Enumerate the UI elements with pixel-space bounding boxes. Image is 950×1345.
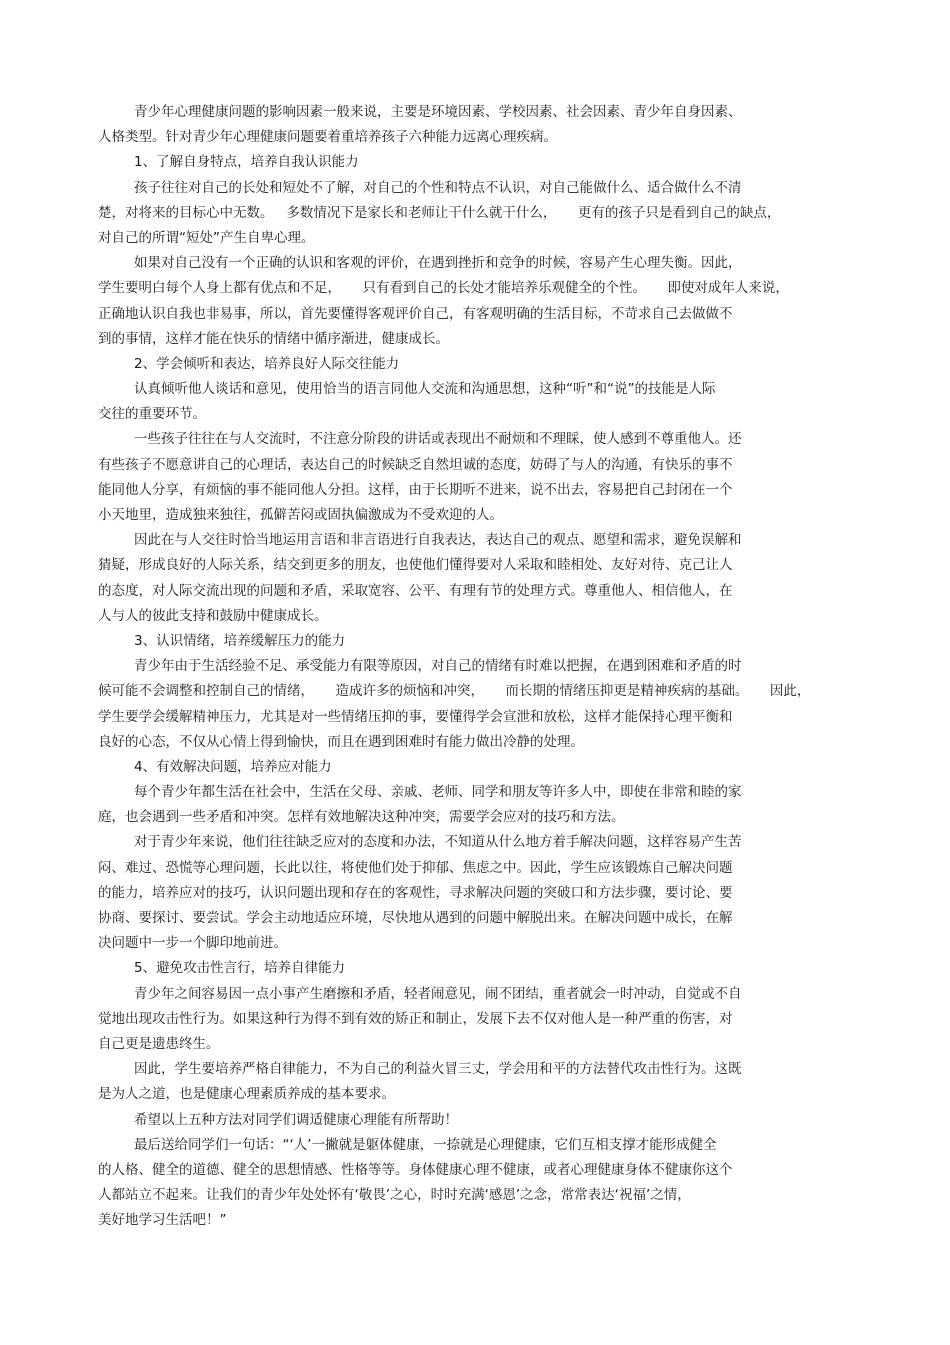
paragraph-line: 认真倾听他人谈话和意见，使用恰当的语言同他人交流和沟通思想，这种“听”和“说”的技能是人际 bbox=[134, 381, 716, 398]
closing-quote-line: 美好地学习生活吧！” bbox=[98, 1212, 227, 1229]
intro-paragraph-line: 人格类型。针对青少年心理健康问题要着重培养孩子六种能力远离心理疾病。 bbox=[98, 129, 557, 146]
paragraph-line: 到的事情，这样才能在快乐的情绪中循序渐进，健康成长。 bbox=[98, 330, 449, 347]
paragraph-line: 青少年由于生活经验不足、承受能力有限等原因，对自己的情绪有时难以把握，在遇到困难和矛盾的时 bbox=[134, 658, 742, 675]
paragraph-line: 自己更是遗患终生。 bbox=[98, 1035, 220, 1052]
paragraph-line: 候可能不会调整和控制自己的情绪， 造成许多的烦恼和冲突， 而长期的情绪压抑更是精神疾病的基础。 因此， bbox=[98, 683, 811, 700]
article-body bbox=[98, 100, 868, 1233]
paragraph-line: 正确地认识自我也非易事，所以，首先要懂得客观评价自己，有客观明确的生活目标，不苛求自己去做做不 bbox=[98, 305, 733, 322]
paragraph-line: 学生要明白每个人身上都有优点和不足， 只有看到自己的长处才能培养乐观健全的个性。 即使对成年人来说， bbox=[98, 280, 789, 297]
paragraph-line: 的态度，对人际交流出现的问题和矛盾，采取宽容、公平、有理有节的处理方式。尊重他人、相信他人，在 bbox=[98, 582, 733, 599]
paragraph-line: 青少年之间容易因一点小事产生磨擦和矛盾，轻者闹意见，闹不团结，重者就会一时冲动，自觉或不自 bbox=[134, 985, 742, 1002]
paragraph-line: 的能力，培养应对的技巧，认识问题出现和存在的客观性，寻求解决问题的突破口和方法步骤，要讨论、要 bbox=[98, 884, 733, 901]
section-2-heading: 2、学会倾听和表达，培养良好人际交往能力 bbox=[134, 355, 400, 372]
paragraph-line: 有些孩子不愿意讲自己的心理话，表达自己的时候缺乏自然坦诚的态度，妨碍了与人的沟通，有快乐的事不 bbox=[98, 456, 733, 473]
paragraph-line: 每个青少年都生活在社会中，生活在父母、亲戚、老师、同学和朋友等许多人中，即使在非常和睦的家 bbox=[134, 784, 742, 801]
paragraph-line: 交往的重要环节。 bbox=[98, 406, 206, 423]
paragraph-line: 孩子往往对自己的长处和短处不了解，对自己的个性和特点不认识，对自己能做什么、适合做什么不清 bbox=[134, 179, 742, 196]
paragraph-line: 一些孩子往往在与人交流时，不注意分阶段的讲话或表现出不耐烦和不理睬，使人感到不尊重他人。还 bbox=[134, 431, 742, 448]
paragraph-line: 良好的心态，不仅从心情上得到愉快，而且在遇到困难时有能力做出冷静的处理。 bbox=[98, 733, 584, 750]
closing-quote-line: 的人格、健全的道德、健全的思想情感、性格等等。身体健康心理不健康，或者心理健康身体不健康你这个 bbox=[98, 1161, 733, 1178]
section-3-heading: 3、认识情绪，培养缓解压力的能力 bbox=[134, 632, 346, 649]
paragraph-line: 觉地出现攻击性行为。如果这种行为得不到有效的矫正和制止，发展下去不仅对他人是一种严重的伤害，对 bbox=[98, 1010, 733, 1027]
paragraph-line: 决问题中一步一个脚印地前进。 bbox=[98, 935, 287, 952]
paragraph-line: 学生要学会缓解精神压力，尤其是对一些情绪压抑的事，要懂得学会宣泄和放松，这样才能保持心理平衡和 bbox=[98, 708, 733, 725]
paragraph-line: 如果对自己没有一个正确的认识和客观的评价，在遇到挫折和竞争的时候，容易产生心理失衡。因此， bbox=[134, 255, 742, 272]
paragraph-line: 协商、要探讨、要尝试。学会主动地适应环境，尽快地从遇到的问题中解脱出来。在解决问题中成长，在解 bbox=[98, 910, 733, 926]
paragraph-line: 庭，也会遇到一些矛盾和冲突。怎样有效地解决这种冲突，需要学会应对的技巧和方法。 bbox=[98, 809, 625, 826]
paragraph-line: 闷、难过、恐慌等心理问题，长此以往，将使他们处于抑郁、焦虑之中。因此，学生应该锻炼自己解决问题 bbox=[98, 859, 733, 876]
paragraph-line: 因此，学生要培养严格自律能力，不为自己的利益火冒三丈，学会用和平的方法替代攻击性行为。这既 bbox=[134, 1061, 742, 1078]
section-5-heading: 5、避免攻击性言行，培养自律能力 bbox=[134, 960, 346, 977]
paragraph-line: 对自己的所谓“短处”产生自卑心理。 bbox=[98, 229, 315, 246]
intro-paragraph-line: 青少年心理健康问题的影响因素一般来说，主要是环境因素、学校因素、社会因素、青少年自身因素、 bbox=[134, 104, 742, 120]
paragraph-line: 因此在与人交往时恰当地运用言语和非言语进行自我表达，表达自己的观点、愿望和需求，避免误解和 bbox=[134, 532, 742, 549]
closing-line: 希望以上五种方法对同学们调适健康心理能有所帮助！ bbox=[134, 1111, 458, 1128]
paragraph-line: 猜疑，形成良好的人际关系，结交到更多的朋友，也使他们懂得要对人采取和睦相处、友好对待、克己让人 bbox=[98, 557, 733, 574]
section-4-heading: 4、有效解决问题，培养应对能力 bbox=[134, 758, 332, 775]
paragraph-line: 能同他人分享，有烦恼的事不能同他人分担。这样，由于长期听不进来，说不出去，容易把自己封闭在一个 bbox=[98, 481, 733, 498]
paragraph-line: 是为人之道，也是健康心理素质养成的基本要求。 bbox=[98, 1086, 395, 1103]
paragraph-line: 小天地里，造成独来独往，孤僻苦闷或固执偏激成为不受欢迎的人。 bbox=[98, 507, 503, 523]
paragraph-line: 对于青少年来说，他们往往缺乏应对的态度和办法，不知道从什么地方着手解决问题，这样容易产生苦 bbox=[134, 834, 742, 851]
closing-quote-line: 最后送给同学们一句话：“‘人’一撇就是躯体健康，一捺就是心理健康，它们互相支撑才能形成健全 bbox=[134, 1136, 717, 1153]
paragraph-line: 楚，对将来的目标心中无数。 多数情况下是家长和老师让干什么就干什么， 更有的孩子只是看到自己的缺点， bbox=[98, 204, 781, 221]
paragraph-line: 人与人的彼此支持和鼓励中健康成长。 bbox=[98, 607, 328, 624]
closing-quote-line: 人都站立不起来。让我们的青少年处处怀有‘敬畏’之心，时时充满‘感恩’之念，常常表达‘祝福’之情， bbox=[98, 1187, 691, 1204]
section-1-heading: 1、了解自身特点，培养自我认识能力 bbox=[134, 154, 359, 171]
